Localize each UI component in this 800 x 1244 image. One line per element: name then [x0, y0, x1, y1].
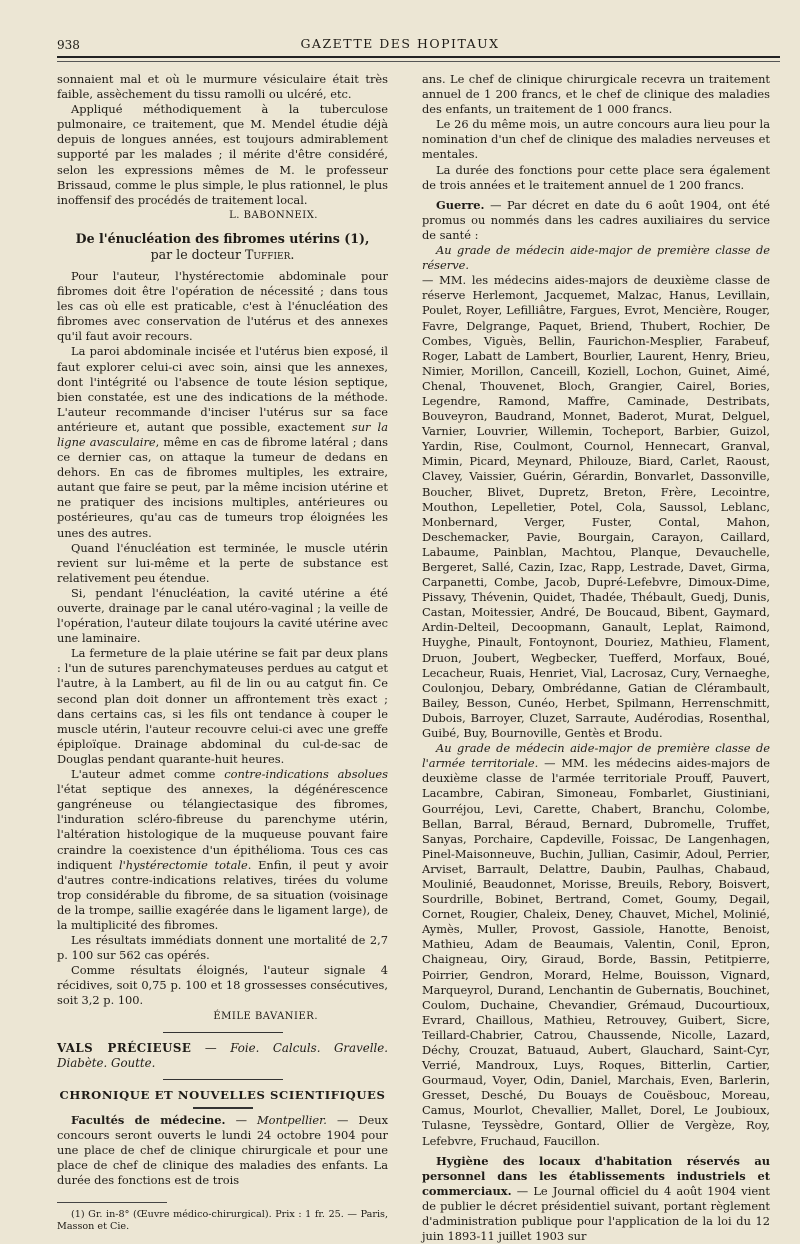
- paragraph: [57, 344, 388, 540]
- header-rule: [57, 56, 780, 58]
- header-rule-thin: [57, 61, 780, 62]
- news-place: — Montpellier.: [235, 1112, 327, 1127]
- article-byline: [57, 247, 388, 263]
- section-heading: CHRONIQUE ET NOUVELLES SCIENTIFIQUES: [59, 1087, 386, 1102]
- advertisement: [57, 1041, 388, 1071]
- name-list: — MM. les médecins aides-majors de deuxième classe de réserve Herlemont, Jacquemet, Malzac, Hanus, Levillain, Poulet, Royer, Lefilliâtre, Fargues, Evrot, Mencière, Rouger, Favre, Delgrange, Paquet, Briend, Thubert, Rochier, De Combes, Viguès, Bellin, Faurichon-Mesplier, Farabeuf, Roger, Labatt de Lambert, Bourlier, Laurent, Henry, Brieu, Nimier, Morillon, Canceill, Koziell, Lochon, Guinet, Aimé, Chenal, Thouvenet, Bloch, Grangier, Cairel, Bories, Legendre, Ramond, Maffre, Caminade, Destribats, Bouveyron, Baudrand, Monnet, Baderot, Murat, Delguel, Varnier, Louvrier, Willemin, Tocheport, Barbier, Guizol, Yardin, Rise, Coulmont, Cournol, Hennecart, Granval, Mimin, Picard, Meynard, Philouze, Biard, Carlet, Raoust, Clavey, Vaissier, Guérin, Gérardin, Bonvarlet, Dassonville, Boucher, Blivet, Dupretz, Breton, Frère, Lecointre, Mouthon, Lepelletier, Potel, Cola, Saussol, Leblanc, Monbernard, Verger, Fuster, Contal, Mahon, Deschemacker, Pavie, Bourgain, Carayon, Caillard, Labaume, Painblan, Machtou, Planque, Devauchelle, Bergeret, Sallé, Cazin, Izac, Rapp, Lestrade, Davet, Girma, Carpanetti, Combe, Jacob, Dupré-Lefebvre, Dimoux-Dime, Pissavy, Thévenin, Quidet, Thadée, Thébault, Guedj, Dunis, Castan, Moitessier, André, De Boucaud, Bibent, Gaymard, Ardin-Delteil, Decoopmann, Ganault, Leplat, Raimond, Huyghe, Pinault, Fontoynont, Douriez, Mathieu, Flament, Druon, Joubert, Wegbecker, Tuefferd, Morfaux, Boué, Lecacheur, Ruais, Henriet, Vial, Lacrosaz, Cury, Vernaeghe, Coulonjou, Debary, Ombrédanne, Gatian de Clérambault, Bailey, Besson, Cunéo, Herbet, Spilmann, Herrenschmitt, Dubois, Barroyer, Cluzet, Sarraute, Audérodias, Rosenthal, Guibé, Buy, Bournoville, Gentès et Brodu.: [422, 273, 770, 741]
- text-run: La paroi abdominale incisée et l'utérus bien exposé, il faut explorer celui-ci avec soin, ainsi que les annexes, dont l'intégrité ou l'absence de toute lésion septique, bien constatée, est une des indications de la méthode. L'auteur recommande d'inciser l'utérus sur sa face antérieure et, autant que possible, exactement: [57, 344, 388, 434]
- text-run: , même en cas de fibrome latéral ; dans ce dernier cas, on attaque la tumeur de dedans en dehors. En cas de fibromes multiples, les extraire, autant que faire se peut, par la même incision utérine et ne pratiquer des incisions multiples, antérieures ou postérieures, qu'au cas de tumeurs trop éloignées les unes des autres.: [57, 434, 389, 540]
- news-heading: Guerre.: [436, 197, 485, 212]
- article-title-text: De l'énucléation des fibromes utérins (1),: [75, 230, 370, 246]
- paragraph: [422, 741, 770, 1149]
- ad-title: VALS PRÉCIEUSE: [57, 1040, 192, 1055]
- name-list: — MM. les médecins aides-majors de deuxième classe de l'armée territoriale Prouff, Pauvert, Lacambre, Cabiran, Simoneau, Fombarlet, Giustiniani, Gourréjou, Levi, Carette, Chabert, Branchu, Colombe, Bellan, Barral, Béraud, Bernard, Dubromelle, Truffet, Sanyas, Porchaire, Capdeville, Foissac, De Langenhagen, Pinel-Maisonneuve, Buchin, Jullian, Casimir, Adoul, Perrier, Arviset, Barrault, Delattre, Daubin, Paulhas, Chabaud, Moulinié, Beaudonnet, Morisse, Breuils, Rebory, Boisvert, Sourdrille, Bobinet, Bertrand, Comet, Goumy, Degail, Cornet, Rougier, Chaleix, Deney, Chauvet, Michel, Molinié, Aymès, Muller, Provost, Gassiole, Hanotte, Benoist, Mathieu, Adam de Beaumais, Valentin, Conil, Epron, Chaigneau, Oiry, Giraud, Borde, Bassin, Petitpierre, Poirrier, Gendron, Morard, Helme, Bouisson, Vignard, Marqueyrol, Durand, Lenchantin de Gubernatis, Bouchinet, Coulom, Duchaine, Chevandier, Grémaud, Ducourtioux, Evrard, Chaillous, Mathieu, Retrouvey, Guibert, Sicre, Teillard-Chabrier, Catrou, Chaussende, Nicolle, Lazard, Déchy, Crouzat, Batuaud, Aubert, Glauchard, Saint-Cyr, Verrié, Mandroux, Luys, Roques, Bitterlin, Cartier, Gourmaud, Voyer, Odin, Daniel, Marchais, Even, Barlerin, Gresset, Desché, Du Bouays de Couësbouc, Moreau, Camus, Mourlot, Chevallier, Mallet, Dorel, Le Joubioux, Tulasne, Teyssèdre, Gontard, Ollier de Vergèze, Roy, Lefebvre, Fruchaud, Faucillon.: [422, 756, 770, 1148]
- paragraph: Comme résultats éloignés, l'auteur signale 4 récidives, soit 0,75 p. 100 et 18 grossesses consécutives, soit 3,2 p. 100.: [57, 963, 388, 1008]
- ad-text: — Foie. Calculs. Gravelle. Diabète. Goutte.: [57, 1040, 388, 1070]
- paragraph: Pour l'auteur, l'hystérectomie abdominale pour fibromes doit être l'opération de nécessité ; dans tous les cas où elle est praticable, c'est à l'énucléation des fibromes avec conservation de l'utérus et des annexes qu'il faut avoir recours.: [57, 268, 388, 344]
- paragraph: ans. Le chef de clinique chirurgicale recevra un traitement annuel de 1 200 francs, et le chef de clinique des maladies des enfants, un traitement de 1 000 francs.: [422, 72, 770, 117]
- running-title: GAZETTE DES HOPITAUX: [300, 36, 500, 51]
- text-run: — Par décret en date du 6 août 1904, ont été promus ou nommés dans les cadres auxiliaires du service de santé :: [422, 197, 770, 242]
- news-heading: Facultés de médecine.: [71, 1112, 226, 1127]
- grade-heading: Au grade de médecin aide-major de première classe de l'armée territoriale.: [422, 741, 770, 771]
- footnote-rule: [57, 1202, 167, 1203]
- article-title: [57, 231, 388, 263]
- italic-run: contre-indications absolues: [224, 767, 388, 782]
- italic-run: l'hystérectomie totale: [118, 857, 248, 872]
- right-column: [422, 72, 771, 1244]
- section-divider: [163, 1079, 283, 1080]
- paragraph: Quand l'énucléation est terminée, le muscle utérin revient sur lui-même et la perte de substance est relativement peu étendue.: [57, 540, 388, 585]
- page-number: 938: [57, 38, 80, 52]
- news-heading: Hygiène des locaux d'habitation réservés au personnel dans les établissements industriels et commerciaux.: [422, 1153, 770, 1198]
- italic-run: sur la ligne avasculaire: [57, 419, 388, 449]
- byline-prefix: par le docteur: [150, 246, 241, 262]
- text-run: — Deux concours seront ouverts le lundi 24 octobre 1904 pour une place de chef de clinique chirurgicale et pour une place de chef de clinique des maladies des enfants. La durée des fonctions est de trois: [57, 1112, 389, 1188]
- paragraph: [57, 767, 388, 933]
- footnote: (1) Gr. in-8° (Œuvre médico-chirurgical). Prix : 1 fr. 25. — Paris, Masson et Cie.: [57, 1209, 388, 1233]
- text-run: l'état septique des annexes, la dégénérescence gangréneuse ou télangiectasique des fibromes, l'induration scléro-fibreuse du parenchyme utérin, l'altération histologique de la muqueuse pouvant faire craindre la coexistence d'un épithélioma. Tous ces cas indiquent: [57, 782, 388, 872]
- paragraph: [422, 198, 770, 243]
- text-run: L'auteur admet comme: [71, 767, 216, 782]
- paragraph: Les résultats immédiats donnent une mortalité de 2,7 p. 100 sur 562 cas opérés.: [57, 933, 388, 963]
- paragraph: [422, 1154, 770, 1244]
- paragraph: sonnaient mal et où le murmure vésiculaire était très faible, assèchement du tissu ramolli ou ulcéré, etc.: [57, 72, 388, 102]
- signature: ÉMILE BAVANIER.: [213, 1010, 318, 1022]
- section-divider: [163, 1032, 283, 1033]
- paragraph: Le 26 du même mois, un autre concours aura lieu pour la nomination d'un chef de clinique des maladies nerveuses et mentales.: [422, 117, 770, 162]
- paragraph: Si, pendant l'énucléation, la cavité utérine a été ouverte, drainage par le canal utéro-vaginal ; la veille de l'opération, l'auteur dilate toujours la cavité utérine avec une laminaire.: [57, 585, 388, 646]
- author-name: Tuffier.: [245, 246, 295, 262]
- paragraph: La durée des fonctions pour cette place sera également de trois années et le traitement annuel de 1 200 francs.: [422, 162, 770, 192]
- signature: L. BABONNEIX.: [229, 209, 318, 221]
- paragraph: La fermeture de la plaie utérine se fait par deux plans : l'un de sutures parenchymateuses perdues au catgut et l'autre, à la Lambert, au fil de lin ou au catgut fin. Ce second plan doit donner un affrontement très exact ; dans certains cas, si les fils ont tendance à couper le muscle utérin, l'auteur recouvre celui-ci avec une greffe épiploïque. Drainage abdominal du cul-de-sac de Douglas pendant quarante-huit heures.: [57, 646, 388, 766]
- ornament-rule: [193, 1107, 253, 1109]
- paragraph: [57, 1113, 388, 1188]
- text-run: . Enfin, il peut y avoir d'autres contre-indications relatives, tirées du volume trop considérable du fibrome, de sa situation (voisinage de la trompe, saillie exagérée dans le ligament large), de la multiplicité des fibromes.: [57, 857, 389, 932]
- left-column: [57, 72, 389, 1233]
- grade-heading: Au grade de médecin aide-major de première classe de réserve.: [422, 243, 770, 273]
- paragraph: Appliqué méthodiquement à la tuberculose pulmonaire, ce traitement, que M. Mendel étudie déjà depuis de longues années, est toujours admirablement supporté par les malades ; il mérite d'être considéré, selon les expressions mêmes de M. le professeur Brissaud, comme le plus simple, le plus rationnel, le plus inoffensif des procédés de traitement local.: [57, 102, 388, 207]
- text-run: — Le Journal officiel du 4 août 1904 vient de publier le décret présidentiel suivant, portant règlement d'administration publique pour l'application de la loi du 12 juin 1893-11 juillet 1903 sur: [422, 1183, 771, 1244]
